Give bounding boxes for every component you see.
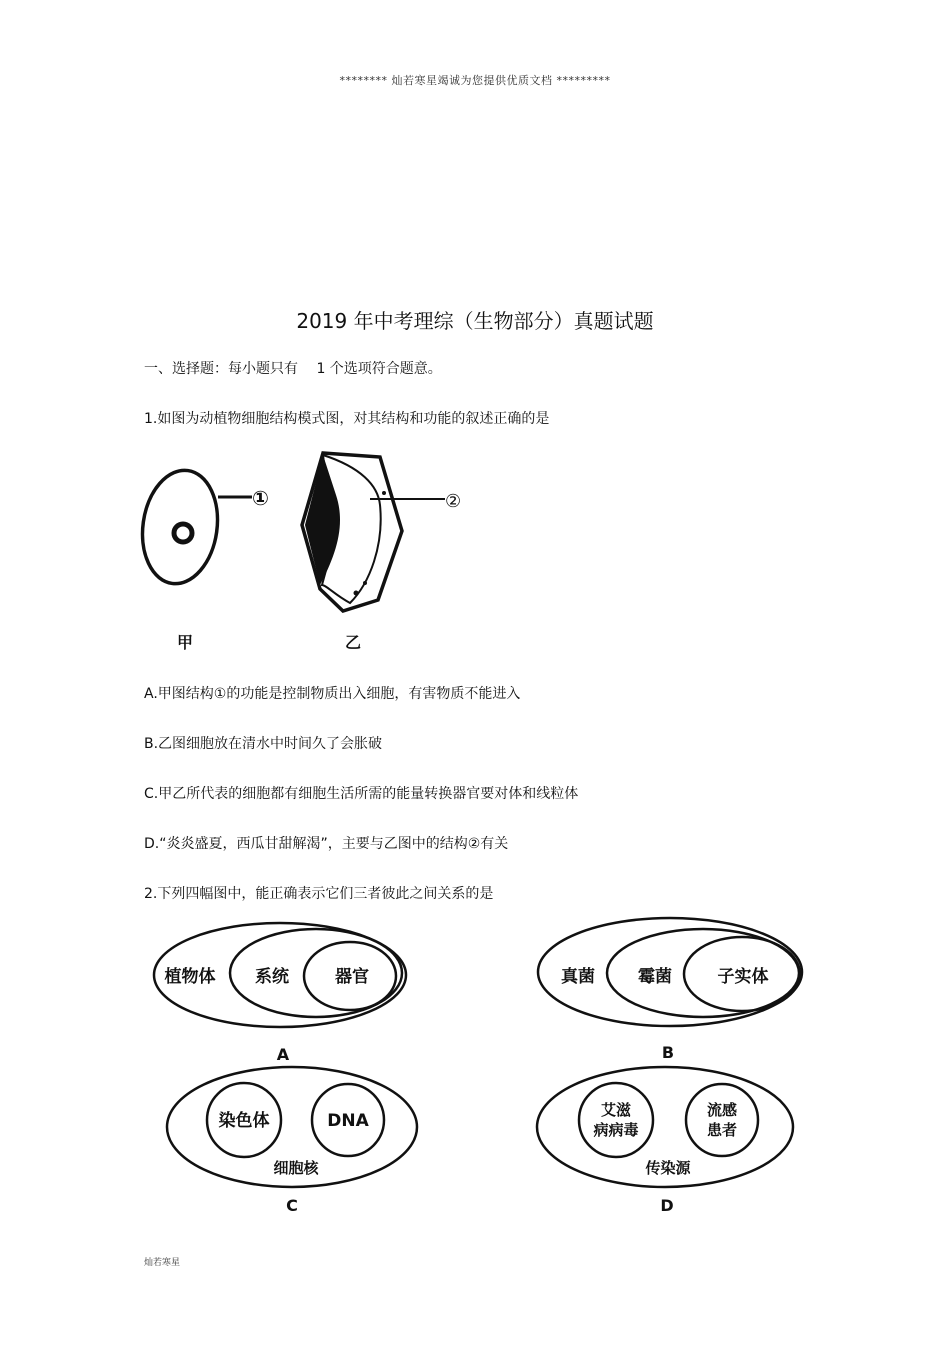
question-1-stem: 1.如图为动植物细胞结构模式图，对其结构和功能的叙述正确的是: [144, 411, 550, 427]
marker-1-label: ①: [252, 486, 269, 510]
marker-2-label: ②: [445, 491, 462, 512]
diagram-c: [167, 1067, 417, 1215]
diagram-d-right-text-line2: 患者: [706, 1121, 738, 1139]
figure-label-jia: 甲: [177, 633, 194, 652]
diagram-d-left-text-line2: 病病毒: [593, 1121, 639, 1139]
diagram-b-outer-text: 真菌: [561, 967, 595, 987]
diagram-b-middle-text: 霉菌: [638, 967, 672, 987]
cell-structure-figure: [140, 445, 500, 665]
page-title: 2019 年中考理综（生物部分）真题试题: [296, 309, 654, 333]
diagram-c-bottom-text: 细胞核: [273, 1159, 319, 1177]
diagram-a-label: A: [276, 1045, 290, 1064]
page-footer: 灿若寒星: [144, 1258, 181, 1268]
question-1-option-a: A.甲图结构①的功能是控制物质出入细胞，有害物质不能进入: [144, 686, 521, 702]
section-heading: 一、选择题：每小题只有 1 个选项符合题意。: [144, 361, 442, 377]
page-header: ******** 灿若寒星竭诚为您提供优质文档 *********: [339, 74, 611, 87]
diagram-b: [538, 918, 802, 1062]
diagram-c-right-text: DNA: [327, 1111, 369, 1131]
plant-cell-cytoplasm: [305, 455, 340, 585]
diagram-d-bottom-text: 传染源: [645, 1159, 691, 1177]
diagram-a: [154, 923, 406, 1064]
diagram-a-outer-text: 植物体: [164, 967, 216, 987]
diagram-d-right-text-line1: 流感: [706, 1101, 738, 1119]
diagram-b-inner-text: 子实体: [717, 967, 769, 987]
diagram-d-left-text-line1: 艾滋: [600, 1101, 632, 1119]
diagram-b-label: B: [661, 1043, 675, 1062]
question-1-option-d: D.“炎炎盛夏，西瓜甘甜解渴”，主要与乙图中的结构②有关: [144, 836, 509, 852]
chloroplast-dot: [354, 591, 359, 596]
diagram-d-right-circle: [686, 1084, 758, 1156]
chloroplast-dot: [382, 491, 386, 495]
diagram-d: [537, 1067, 793, 1215]
figure-label-yi: 乙: [345, 633, 362, 652]
question-1-option-c: C.甲乙所代表的细胞都有细胞生活所需的能量转换器官要对体和线粒体: [144, 786, 579, 802]
diagram-c-label: C: [286, 1196, 298, 1215]
question-2-stem: 2.下列四幅图中，能正确表示它们三者彼此之间关系的是: [144, 886, 494, 902]
relationship-diagrams-figure: [140, 915, 820, 1220]
diagram-c-left-text: 染色体: [218, 1111, 270, 1131]
animal-cell-membrane: [140, 465, 225, 588]
question-1-option-b: B.乙图细胞放在清水中时间久了会胀破: [144, 736, 383, 752]
diagram-d-left-circle: [579, 1083, 653, 1157]
animal-cell-nucleus: [174, 524, 192, 542]
diagram-a-inner-text: 器官: [335, 967, 369, 987]
chloroplast-dot: [363, 581, 367, 585]
diagram-d-label: D: [660, 1196, 674, 1215]
diagram-a-middle-text: 系统: [255, 967, 289, 987]
